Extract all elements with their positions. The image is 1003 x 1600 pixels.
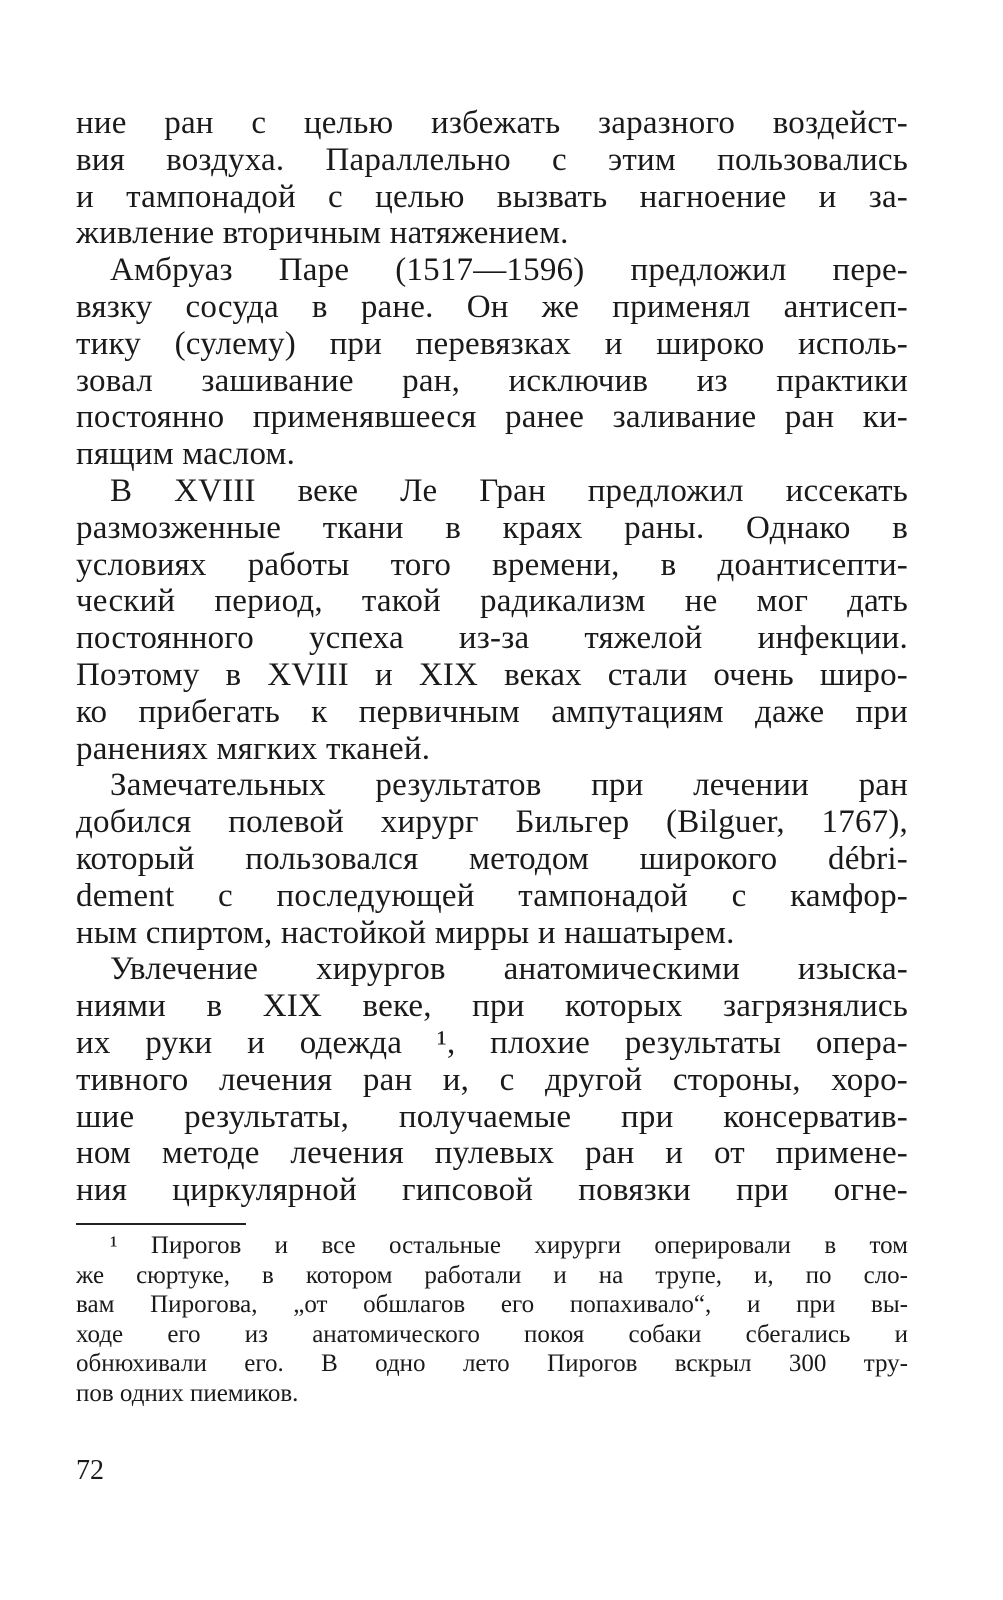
text-line: ным спиртом, настойкой мирры и нашатырем.: [76, 914, 735, 951]
page-content: [76, 105, 908, 1408]
text-line: ном методе лечения пулевых ран и от примене-: [76, 1135, 908, 1172]
footnote-divider: [76, 1223, 246, 1225]
footnote: [76, 1231, 908, 1409]
text-line: dement с последующей тампонадой с камфор-: [76, 877, 908, 914]
text-line: размозженные ткани в краях раны. Однако в: [76, 509, 908, 546]
text-line: зовал зашивание ран, исключив из практики: [76, 362, 908, 399]
text-line: вия воздуха. Параллельно с этим пользовались: [76, 141, 908, 178]
text-line: Увлечение хирургов анатомическими изыска-: [110, 951, 908, 988]
text-line: вязку сосуда в ране. Он же применял антисеп-: [76, 288, 908, 325]
text-line: постоянно применявшееся ранее заливание ран ки-: [76, 399, 908, 436]
text-line: ние ран с целью избежать заразного воздейст-: [76, 105, 908, 141]
text-line: их руки и одежда ¹, плохие результаты опера-: [76, 1024, 908, 1061]
text-line: тивного лечения ран и, с другой стороны, хоро-: [76, 1061, 908, 1098]
text-line: добился полевой хирург Бильгер (Bilguer, 1767),: [76, 804, 908, 841]
footnote-line: же сюртуке, в котором работали и на трупе, и, по сло-: [76, 1261, 908, 1289]
text-line: и тампонадой с целью вызвать нагноение и за-: [76, 178, 908, 215]
footnote-line: обнюхивали его. В одно лето Пирогов вскрыл 300 тру-: [76, 1350, 908, 1378]
footnote-line: пов одних пиемиков.: [76, 1379, 299, 1407]
footnote-line: вам Пирогова, „от обшлагов его попахивало“, и при вы-: [76, 1291, 908, 1319]
page-number: 72: [76, 1455, 104, 1486]
footnote-line: ходе его из анатомического покоя собаки сбегались и: [76, 1320, 908, 1348]
text-line: пящим маслом.: [76, 436, 296, 473]
footnote-line: ¹ Пирогов и все остальные хирурги оперировали в том: [110, 1231, 908, 1259]
text-line: постоянного успеха из-за тяжелой инфекции.: [76, 620, 908, 657]
text-line: тику (сулему) при перевязках и широко исполь-: [76, 325, 908, 362]
text-line: который пользовался методом широкого débri-: [76, 840, 908, 877]
text-line: ранениях мягких тканей.: [76, 730, 431, 767]
text-line: живление вторичным натяжением.: [76, 215, 569, 252]
text-line: шие результаты, получаемые при консерватив-: [76, 1098, 908, 1135]
text-line: ния циркулярной гипсовой повязки при огне-: [76, 1172, 908, 1209]
text-line: ниями в XIX веке, при которых загрязнялись: [76, 988, 908, 1025]
main-text: [76, 105, 908, 1209]
text-line: ческий период, такой радикализм не мог дать: [76, 583, 908, 620]
text-line: Замечательных результатов при лечении ран: [110, 767, 908, 804]
text-line: Амбруаз Паре (1517—1596) предложил пере-: [110, 252, 908, 289]
text-line: условиях работы того времени, в доантисепти-: [76, 546, 908, 583]
text-line: ко прибегать к первичным ампутациям даже при: [76, 693, 908, 730]
text-line: Поэтому в XVIII и XIX веках стали очень широ-: [76, 656, 908, 693]
text-line: В XVIII веке Ле Гран предложил иссекать: [110, 472, 908, 509]
